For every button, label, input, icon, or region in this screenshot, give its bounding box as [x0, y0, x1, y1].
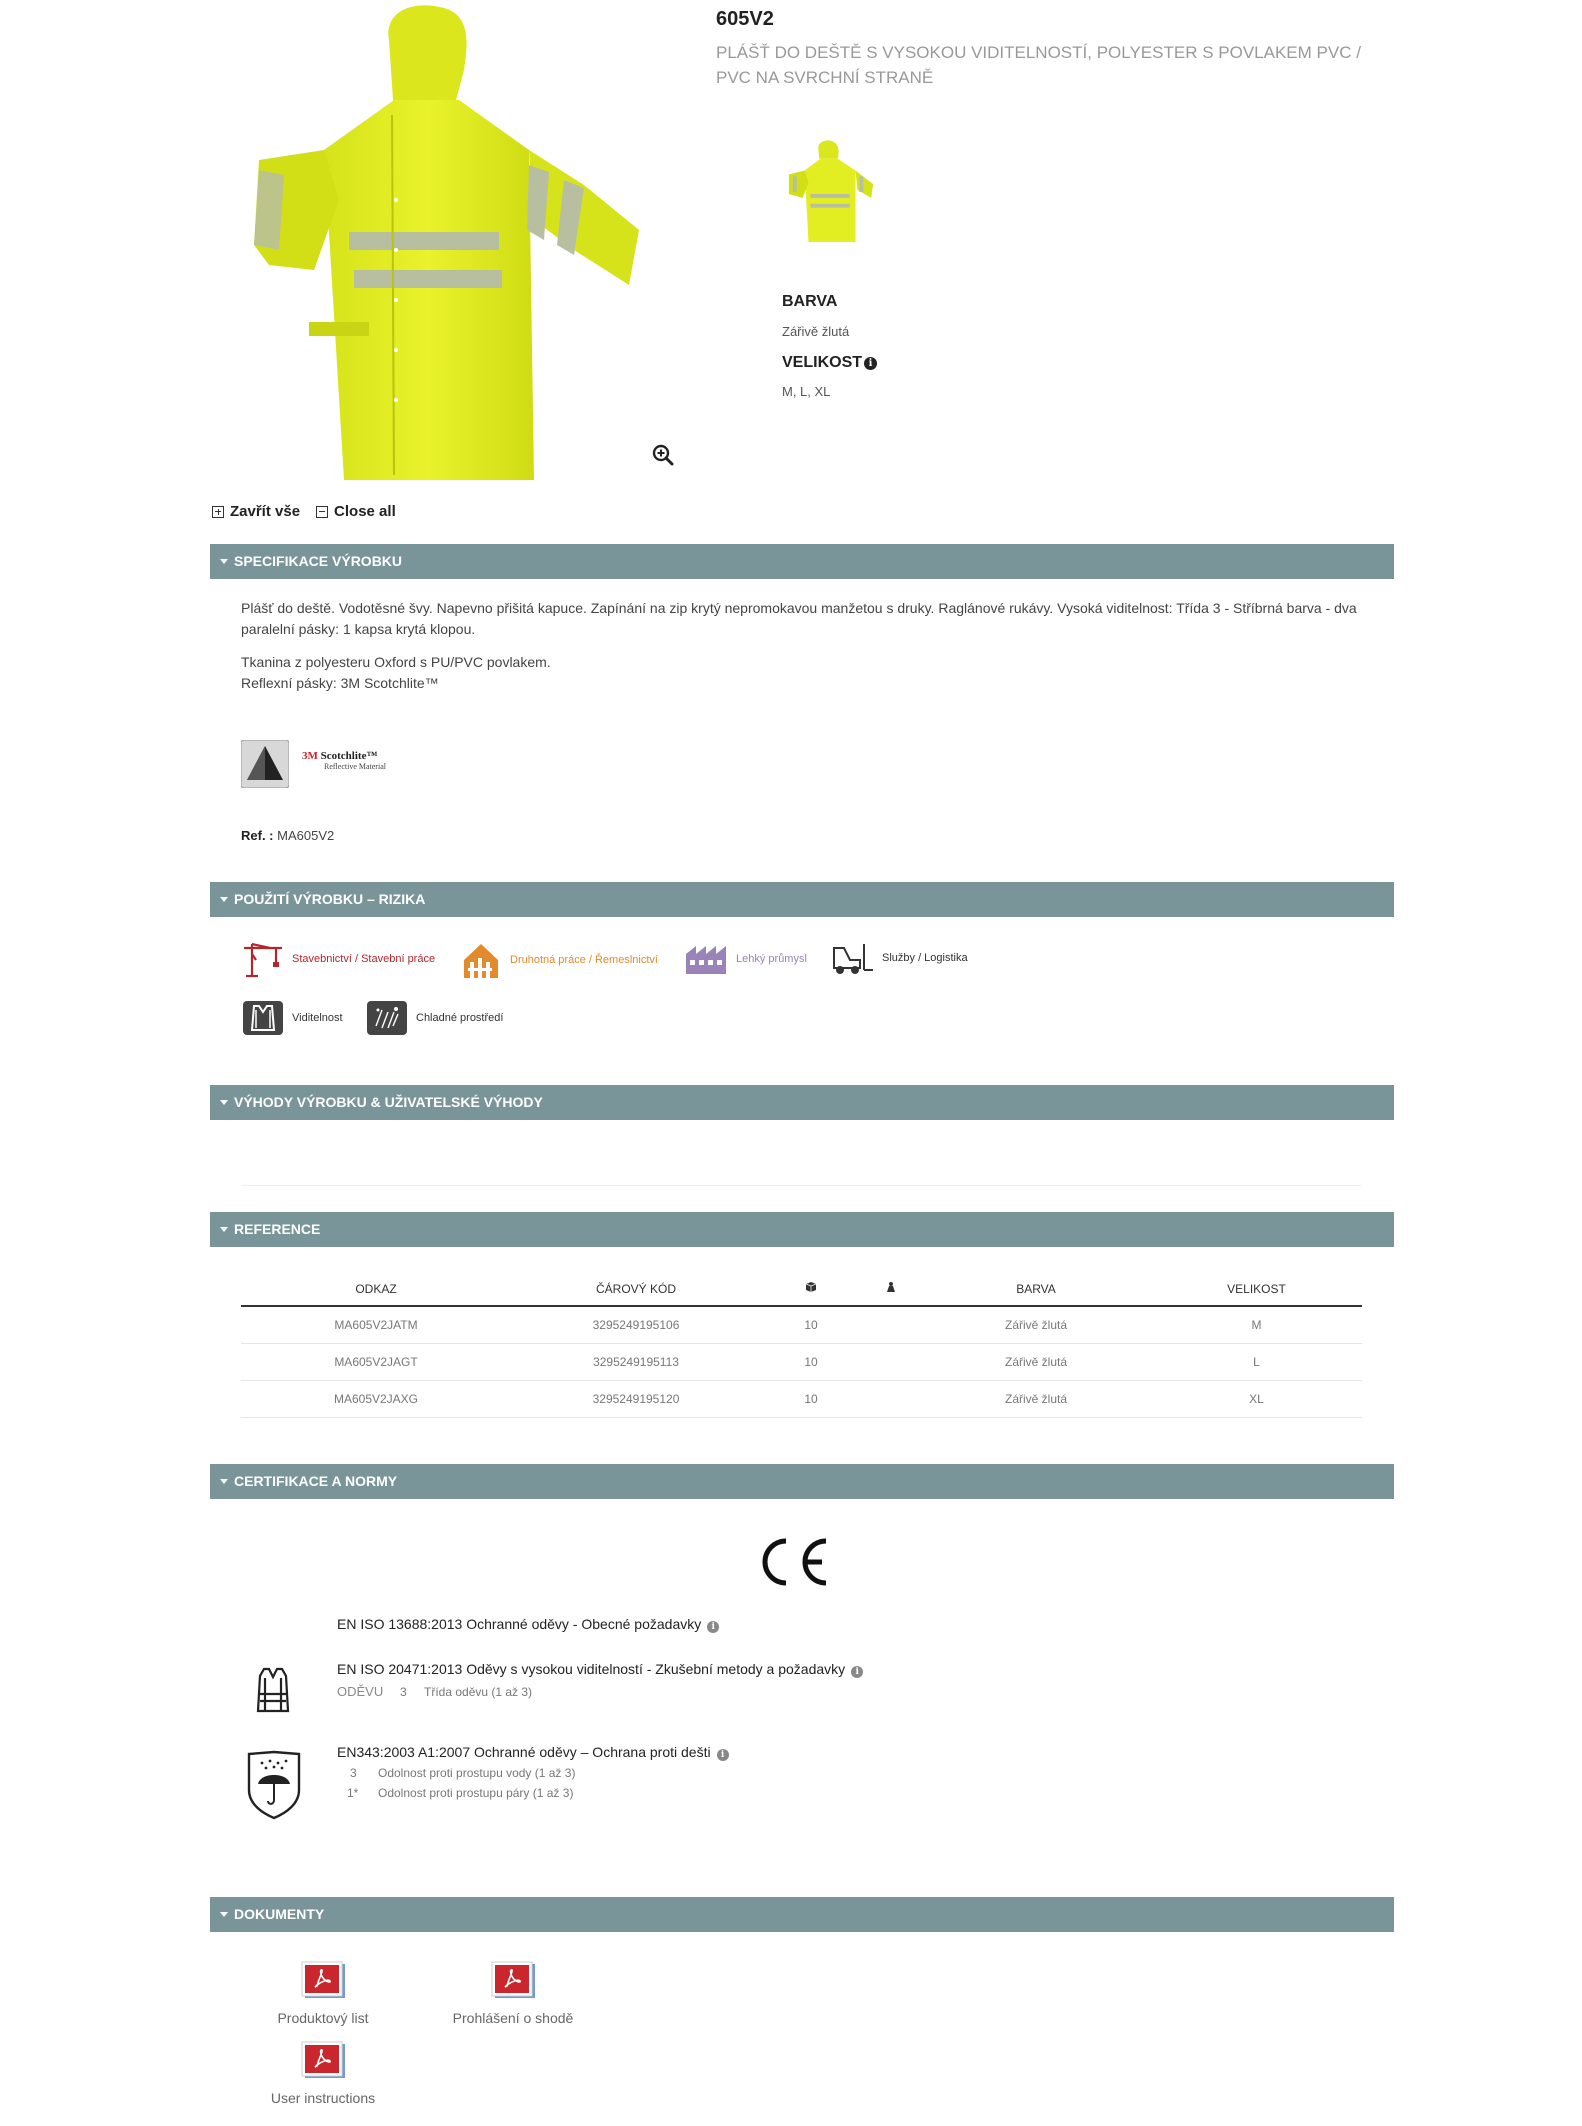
use-crafts [460, 940, 658, 980]
deltaplus-logo-icon [241, 740, 289, 788]
person-icon [885, 1281, 897, 1293]
close-all-toggle[interactable] [316, 503, 396, 520]
section-uses-title: POUŽITÍ VÝROBKU – RIZIKA [234, 891, 426, 907]
info-icon[interactable]: i [707, 1621, 719, 1633]
divider [241, 1185, 1361, 1186]
info-icon[interactable]: i [717, 1749, 729, 1761]
section-spec-title: SPECIFIKACE VÝROBKU [234, 553, 403, 569]
cert-en20471-sub-value: 3 [400, 1685, 407, 1699]
section-spec-header[interactable] [210, 544, 1394, 579]
use-label: Stavebnictví / Stavební práce [292, 953, 436, 965]
col-color: BARVA [921, 1272, 1151, 1306]
cold-environment-icon [366, 1000, 408, 1036]
section-docs-header[interactable] [210, 1897, 1394, 1932]
use-logistics [830, 940, 968, 976]
cert-en20471 [337, 1661, 863, 1678]
zoom-icon[interactable] [651, 443, 675, 467]
size-value: M, L, XL [782, 384, 831, 399]
cell-size: M [1151, 1306, 1362, 1343]
section-certs-header[interactable] [210, 1464, 1394, 1499]
cert-en20471-sub-label: ODĚVU [337, 1684, 384, 1699]
use-cold [366, 1000, 503, 1036]
brand-sub: Reflective Material [324, 762, 386, 771]
cell-odkaz: MA605V2JAXG [241, 1380, 511, 1417]
color-value: Zářivě žlutá [782, 324, 850, 339]
brand-3m: 3M [302, 750, 318, 762]
hi-vis-vest-icon [242, 1000, 284, 1036]
hi-vis-vest-pictogram-icon [252, 1666, 294, 1714]
use-label: Druhotná práce / Řemeslnictví [510, 954, 658, 966]
cell-odkaz: MA605V2JAGT [241, 1343, 511, 1380]
col-size: VELIKOST [1151, 1272, 1362, 1306]
toggle-bar [212, 503, 396, 520]
cell-color: Zářivě žlutá [921, 1380, 1151, 1417]
use-label: Chladné prostředí [416, 1012, 504, 1024]
plus-square-icon [212, 506, 224, 518]
spec-fabric: Tkanina z polyesteru Oxford s PU/PVC povlakem. [241, 654, 551, 670]
col-unit [861, 1272, 921, 1306]
color-label: BARVA [782, 293, 838, 310]
size-label-wrap [782, 354, 877, 372]
cell-barcode: 3295249195106 [511, 1306, 761, 1343]
pdf-icon [297, 1960, 349, 2002]
section-benefits-title: VÝHODY VÝROBKU & UŽIVATELSKÉ VÝHODY [234, 1094, 543, 1110]
cell-size: XL [1151, 1380, 1362, 1417]
section-benefits-header[interactable] [210, 1085, 1394, 1120]
open-all-label: Zavřít vše [230, 503, 301, 520]
doc-declaration[interactable] [433, 1960, 593, 2028]
ce-mark-icon [756, 1535, 830, 1589]
table-row [241, 1343, 1362, 1380]
crane-icon [242, 940, 284, 978]
use-label: Lehký průmysl [736, 953, 807, 965]
doc-label: User instructions [270, 2090, 376, 2106]
spec-paragraph-1: Plášť do deště. Vodotěsné švy. Napevno přišitá kapuce. Zapínání na zip krytý nepromokavou manžetou s druky. Raglánové rukávy. Vysoká viditelnost: Třída 3 - Stříbrná barva - dva paralelní pásky: 1 kapsa krytá klopou. [241, 600, 1357, 637]
caret-down-icon [220, 559, 228, 564]
table-row [241, 1380, 1362, 1417]
col-barcode: ČÁROVÝ KÓD [511, 1272, 761, 1306]
spec-paragraph-2 [241, 652, 1361, 694]
close-all-label: Close all [334, 503, 396, 520]
size-label: VELIKOST [782, 354, 863, 371]
cell-color: Zářivě žlutá [921, 1343, 1151, 1380]
cell-unit [861, 1343, 921, 1380]
use-light-industry [684, 942, 807, 976]
doc-label: Prohlášení o shodě [452, 2010, 574, 2026]
col-box [761, 1272, 861, 1306]
forklift-icon [830, 940, 874, 976]
cell-odkaz: MA605V2JATM [241, 1306, 511, 1343]
doc-user-instructions[interactable] [243, 2040, 403, 2108]
section-uses-header[interactable] [210, 882, 1394, 917]
pdf-icon [297, 2040, 349, 2082]
cert-en343-sub2-desc: Odolnost proti prostupu páry (1 až 3) [378, 1786, 574, 1800]
cert-en343-title: EN343:2003 A1:2007 Ochranné oděvy – Ochrana proti dešti [337, 1744, 711, 1760]
cell-box: 10 [761, 1343, 861, 1380]
scotchlite-logo [302, 750, 412, 771]
spec-ref [241, 828, 334, 843]
brand-name: Scotchlite™ [320, 750, 378, 762]
table-header-row [241, 1272, 1362, 1306]
house-ladder-icon [460, 940, 502, 980]
use-label: Služby / Logistika [882, 952, 968, 964]
use-label: Viditelnost [292, 1012, 343, 1024]
cell-unit [861, 1380, 921, 1417]
cert-en20471-title: EN ISO 20471:2013 Oděvy s vysokou viditelností - Zkušební metody a požadavky [337, 1661, 846, 1677]
caret-down-icon [220, 897, 228, 902]
reference-table [241, 1272, 1362, 1418]
ref-label: Ref. : [241, 828, 274, 843]
product-thumbnail[interactable] [784, 138, 880, 246]
doc-product-sheet[interactable] [243, 1960, 403, 2028]
cert-en13688 [337, 1616, 719, 1633]
spec-reflective: Reflexní pásky: 3M Scotchlite™ [241, 675, 439, 691]
cell-box: 10 [761, 1306, 861, 1343]
ref-value: MA605V2 [277, 828, 335, 843]
info-icon[interactable]: i [864, 357, 877, 370]
cert-en343-sub1-desc: Odolnost proti prostupu vody (1 až 3) [378, 1766, 576, 1780]
col-odkaz: ODKAZ [241, 1272, 511, 1306]
section-docs-title: DOKUMENTY [234, 1906, 325, 1922]
use-visibility [242, 1000, 343, 1036]
caret-down-icon [220, 1100, 228, 1105]
minus-square-icon [316, 506, 328, 518]
doc-label: Produktový list [277, 2010, 369, 2026]
cert-en343 [337, 1744, 729, 1761]
cert-en20471-sub-desc: Třída oděvu (1 až 3) [424, 1685, 533, 1699]
use-construction [242, 940, 435, 978]
caret-down-icon [220, 1479, 228, 1484]
open-all-toggle[interactable] [212, 503, 300, 520]
caret-down-icon [220, 1227, 228, 1232]
table-row [241, 1306, 1362, 1343]
cell-barcode: 3295249195113 [511, 1343, 761, 1380]
cert-en13688-title: EN ISO 13688:2013 Ochranné oděvy - Obecné požadavky [337, 1616, 702, 1632]
cell-size: L [1151, 1343, 1362, 1380]
cell-unit [861, 1306, 921, 1343]
cell-barcode: 3295249195120 [511, 1380, 761, 1417]
caret-down-icon [220, 1912, 228, 1917]
product-main-image[interactable] [244, 0, 649, 485]
box-icon [805, 1281, 817, 1293]
cert-en343-sub2-value: 1* [347, 1786, 359, 1800]
cell-box: 10 [761, 1380, 861, 1417]
section-certs-title: CERTIFIKACE A NORMY [234, 1473, 398, 1489]
rain-protection-shield-icon [244, 1750, 304, 1820]
product-hero [0, 0, 1582, 490]
info-icon[interactable]: i [851, 1666, 863, 1678]
section-reference-header[interactable] [210, 1212, 1394, 1247]
cert-en343-sub1-value: 3 [350, 1766, 357, 1780]
product-code: 605V2 [716, 8, 774, 30]
pdf-icon [487, 1960, 539, 2002]
section-reference-title: REFERENCE [234, 1221, 321, 1237]
factory-icon [684, 942, 728, 976]
cell-color: Zářivě žlutá [921, 1306, 1151, 1343]
product-title: PLÁŠŤ DO DEŠTĚ S VYSOKOU VIDITELNOSTÍ, POLYESTER S POVLAKEM PVC / PVC NA SVRCHNÍ STRANĚ [716, 43, 1361, 87]
